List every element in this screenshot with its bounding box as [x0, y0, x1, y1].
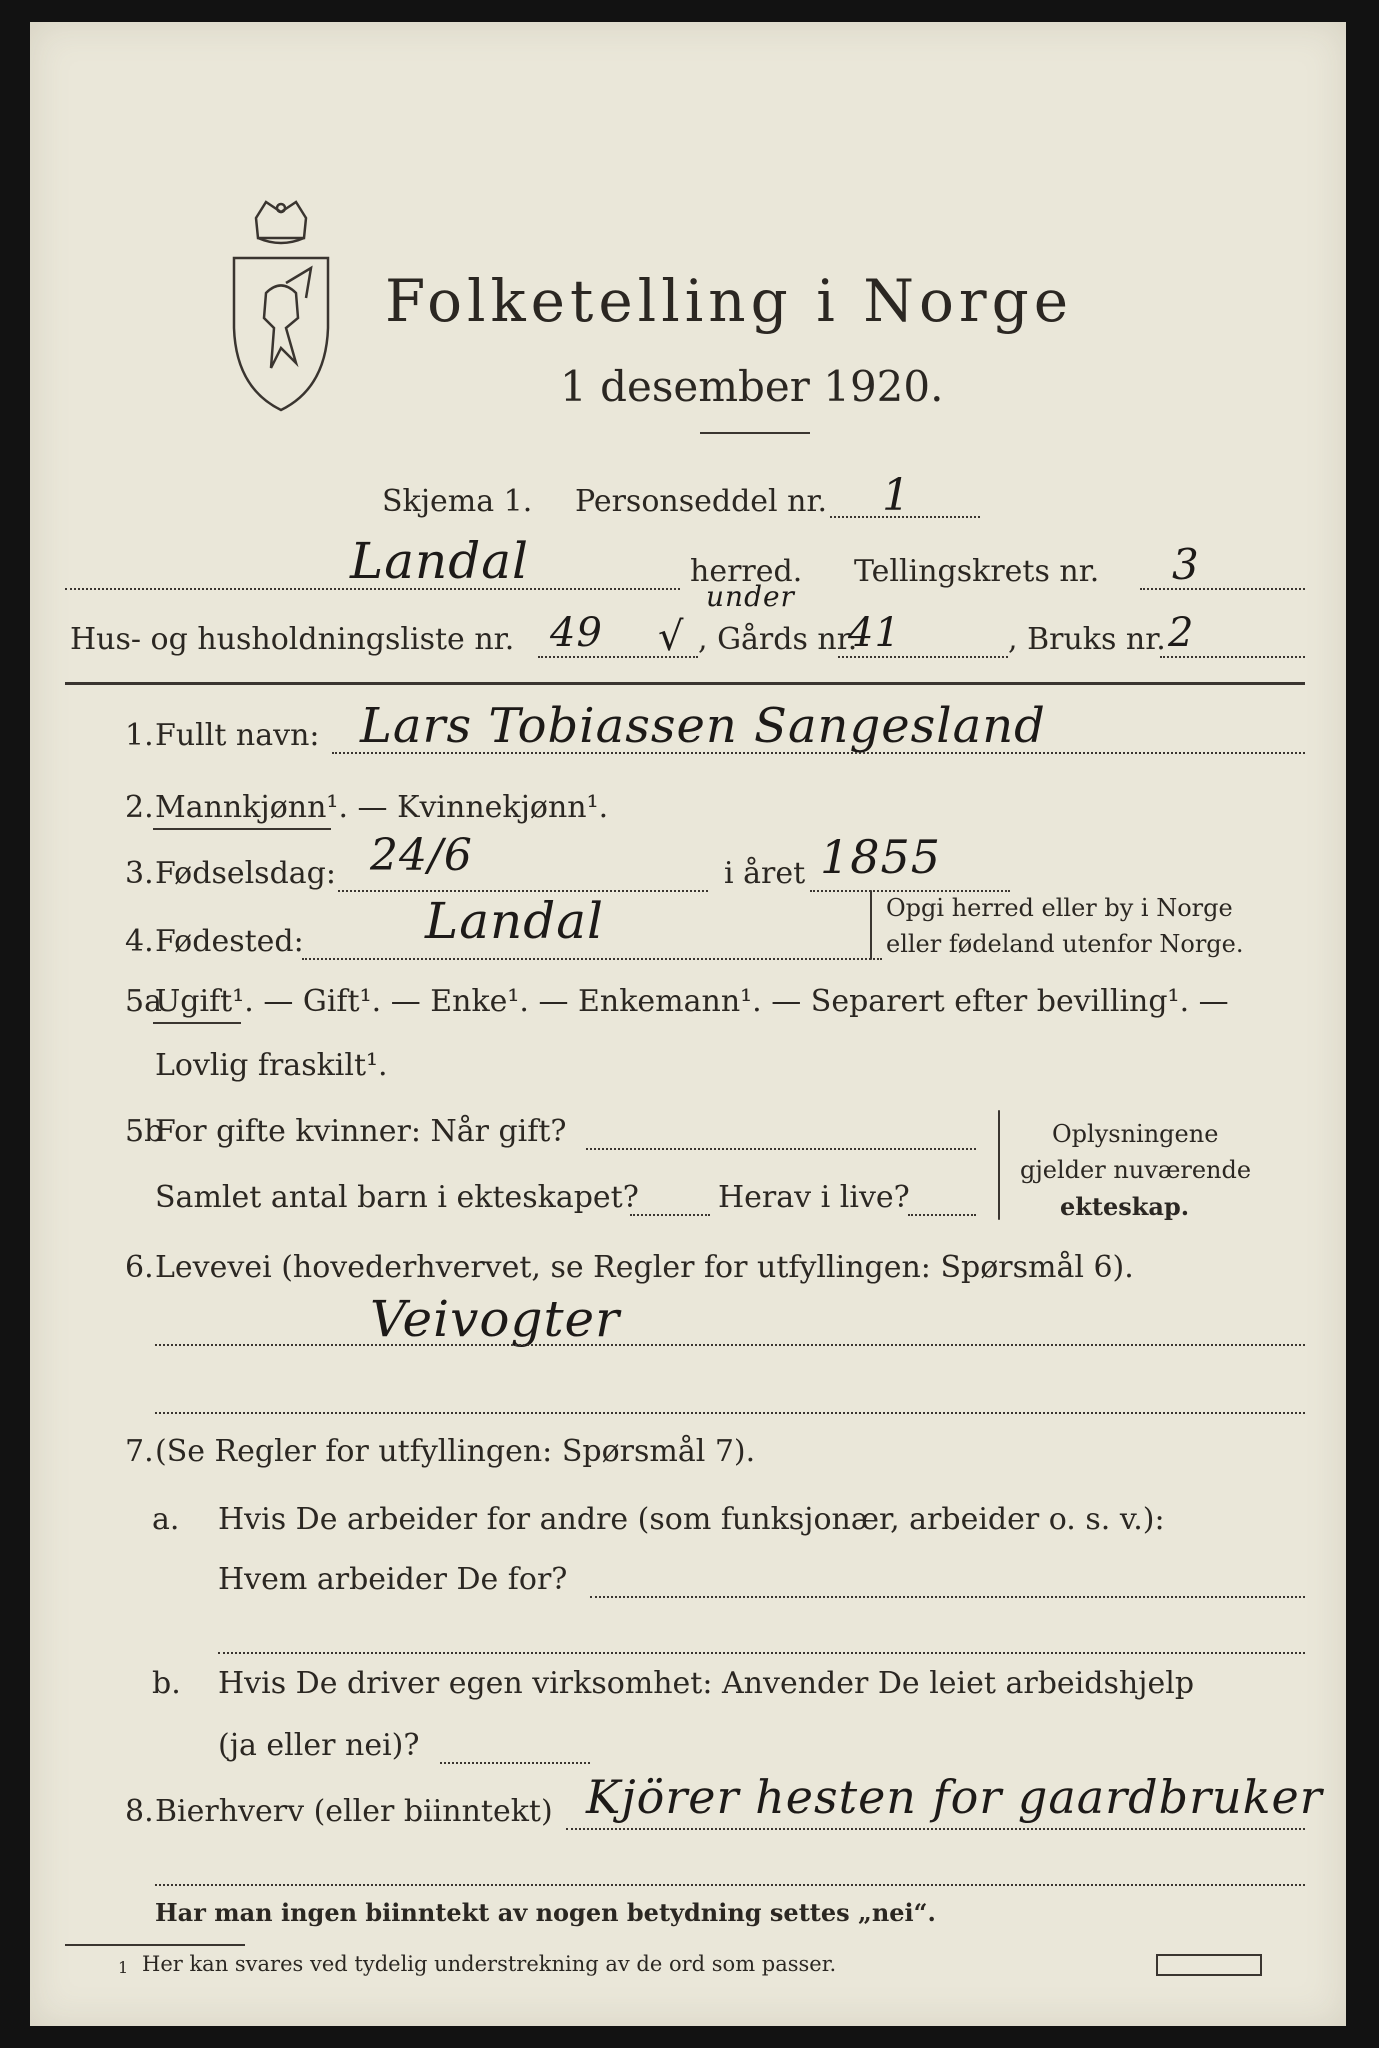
q3-year-value: 1855: [820, 830, 942, 884]
q6-line-2: [155, 1412, 1305, 1414]
tellingskrets-value: 3: [1172, 540, 1200, 589]
form-title: Folketelling i Norge: [385, 267, 1074, 335]
form-date: 1 desember 1920.: [560, 362, 944, 411]
q3-number: 3.: [125, 856, 154, 891]
q5b-note-brace: [998, 1110, 1000, 1220]
q6-line-1: [155, 1344, 1305, 1346]
printer-stamp-icon: [1156, 1954, 1262, 1976]
q7a-label-2: Hvem arbeider De for?: [218, 1562, 568, 1597]
hus-label: Hus- og husholdningsliste nr.: [70, 622, 515, 657]
q5a-label: Ugift¹. — Gift¹. — Enke¹. — Enkemann¹. — Separert efter bevilling¹. —: [155, 984, 1229, 1019]
q5b-number: 5b: [125, 1114, 164, 1149]
q7-number: 7.: [125, 1434, 154, 1469]
insert-mark-icon: √: [658, 614, 685, 660]
q8-label: Bierhverv (eller biinntekt): [155, 1794, 553, 1829]
hus-value: 49: [550, 610, 603, 656]
q7a-number: a.: [152, 1502, 180, 1537]
q2-number: 2.: [125, 790, 154, 825]
q4-note-brace: [870, 890, 872, 960]
q7a-line-2: [218, 1652, 1305, 1654]
ugift-underline: [153, 1022, 241, 1024]
personseddel-label: Personseddel nr.: [575, 484, 828, 519]
title-divider: [700, 432, 810, 434]
q5a-number: 5a: [125, 984, 162, 1019]
gards-value: 41: [848, 610, 901, 656]
personseddel-value: 1: [882, 470, 911, 521]
q5b-alive-line: [908, 1214, 976, 1216]
norway-coat-of-arms-icon: [226, 198, 336, 418]
q4-number: 4.: [125, 924, 154, 959]
q3-label: Fødselsdag:: [155, 856, 336, 891]
herred-label: herred.: [690, 554, 803, 589]
q6-value: Veivogter: [370, 1290, 621, 1348]
header-divider: [65, 682, 1305, 685]
q7a-line-1: [590, 1596, 1305, 1598]
q3-value: 24/6: [370, 830, 473, 881]
q7b-line: [440, 1762, 590, 1764]
q5b-label-2: Samlet antal barn i ekteskapet?: [155, 1180, 639, 1215]
q5b-note-line1: Oplysningene: [1052, 1120, 1219, 1148]
q5b-label-3: Herav i live?: [718, 1180, 910, 1215]
footnote-mark: 1: [118, 1958, 129, 1977]
footnote-divider: [65, 1944, 245, 1946]
q5b-label: For gifte kvinner: Når gift?: [155, 1114, 567, 1149]
q4-label: Fødested:: [155, 924, 304, 959]
q8-line-2: [155, 1884, 1305, 1886]
q3-year-line: [810, 890, 1010, 892]
tellingskrets-label: Tellingskrets nr.: [854, 554, 1100, 589]
census-form-page: [30, 22, 1346, 2026]
bruks-value: 2: [1168, 610, 1195, 656]
q5b-when-line: [586, 1148, 976, 1150]
q6-number: 6.: [125, 1250, 154, 1285]
q5b-children-line: [630, 1214, 710, 1216]
q4-note-line2: eller fødeland utenfor Norge.: [886, 930, 1244, 958]
q7-label: (Se Regler for utfyllingen: Spørsmål 7).: [155, 1434, 756, 1469]
q5b-note-line3: ekteskap.: [1060, 1192, 1190, 1221]
q4-value: Landal: [425, 892, 605, 950]
q6-label: Levevei (hovederhvervet, se Regler for utfyllingen: Spørsmål 6).: [155, 1250, 1134, 1285]
q4-note-line1: Opgi herred eller by i Norge: [886, 894, 1233, 922]
q5b-note-line2: gjelder nuværende: [1020, 1156, 1252, 1184]
footnote-text: Her kan svares ved tydelig understrekning av de ord som passer.: [142, 1952, 837, 1976]
q8-value: Kjörer hesten for gaardbruker: [586, 1770, 1323, 1824]
q5a-label-2: Lovlig fraskilt¹.: [155, 1048, 388, 1083]
q7b-number: b.: [152, 1666, 181, 1701]
gards-label: , Gårds nr.: [698, 622, 858, 657]
q1-value: Lars Tobiassen Sangesland: [360, 698, 1046, 754]
q8-line-1: [566, 1828, 1305, 1830]
schema-label: Skjema 1.: [382, 484, 533, 519]
herred-value: Landal: [350, 532, 530, 590]
q7a-label: Hvis De arbeider for andre (som funksjonær, arbeider o. s. v.):: [218, 1502, 1165, 1537]
bruks-line: [1160, 656, 1305, 658]
gards-line: [838, 656, 1008, 658]
q4-line: [302, 958, 882, 960]
q7b-label-2: (ja eller nei)?: [218, 1728, 420, 1763]
q3-year-label: i året: [724, 856, 806, 891]
under-note: under: [706, 580, 795, 613]
nei-note: Har man ingen biinntekt av nogen betydning settes „nei“.: [155, 1898, 936, 1927]
tellingskrets-line: [1140, 588, 1305, 590]
bruks-label: , Bruks nr.: [1008, 622, 1166, 657]
q8-number: 8.: [125, 1794, 154, 1829]
q1-label: Fullt navn:: [155, 718, 320, 753]
q7b-label: Hvis De driver egen virksomhet: Anvender De leiet arbeidshjelp: [218, 1666, 1195, 1701]
q2-label: Mannkjønn¹. — Kvinnekjønn¹.: [155, 790, 609, 825]
q1-number: 1.: [125, 718, 154, 753]
mannkjonn-underline: [153, 828, 331, 830]
